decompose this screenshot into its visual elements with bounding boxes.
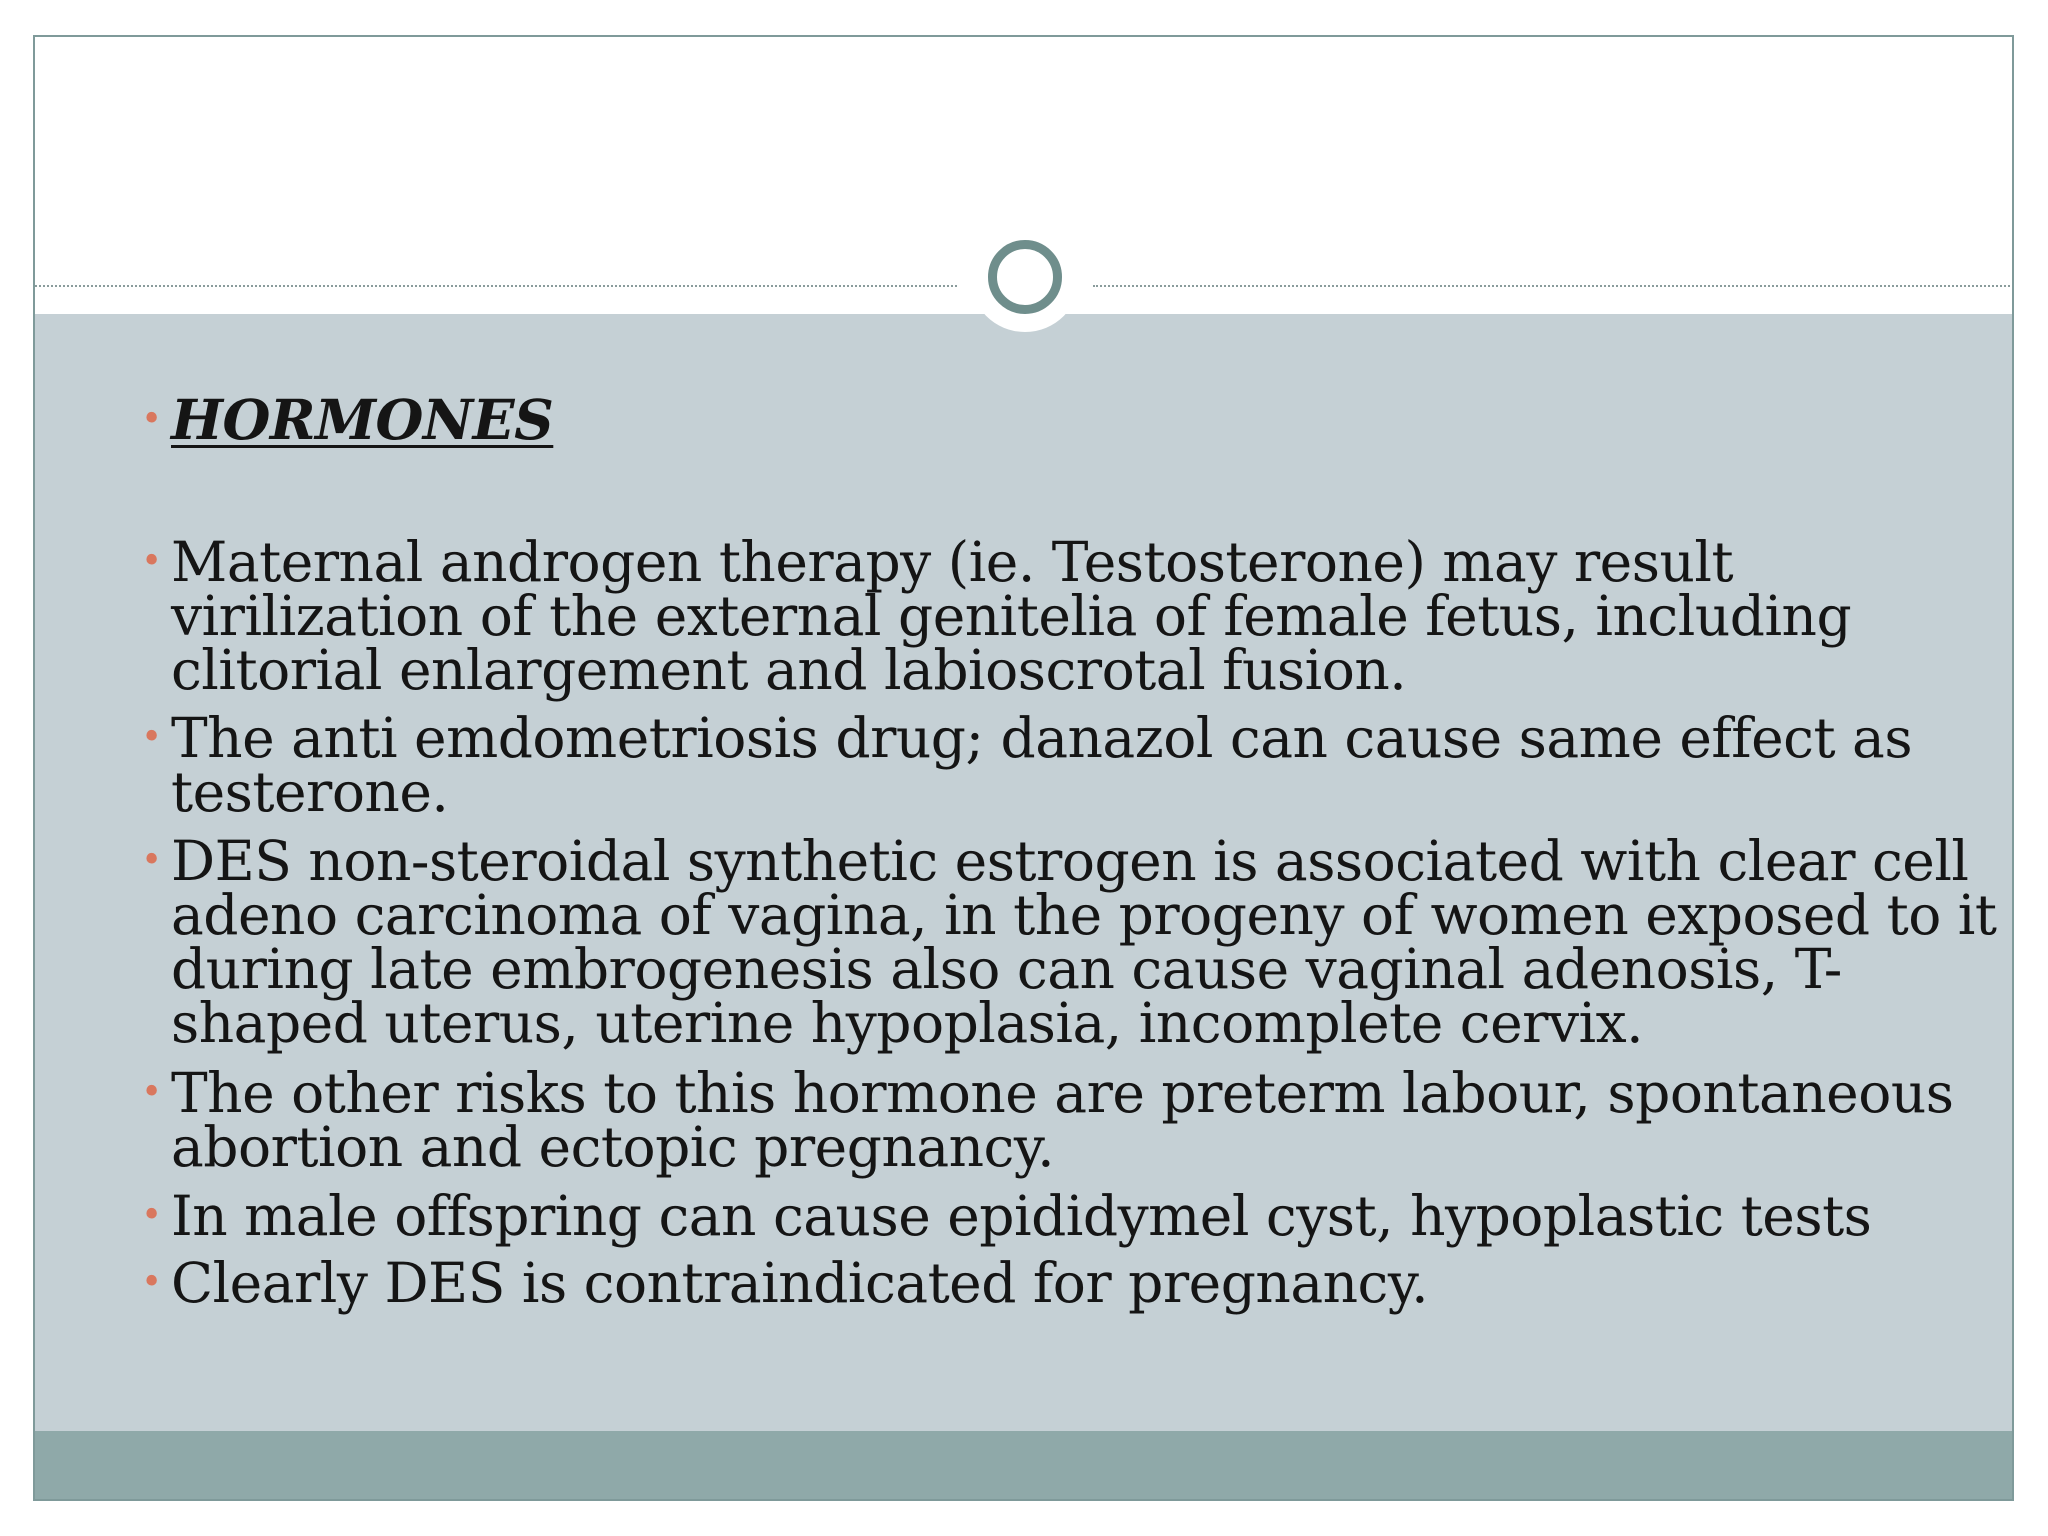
- bullet-dot-icon: •: [141, 541, 162, 582]
- bullet-text: DES non-steroidal synthetic estrogen is associated with clear cell adeno carcinoma of vagina, in the progeny of women exposed to it during late embrogenesis also can cause vaginal adenosis, T-shaped uterus, uterine hypoplasia, incomplete cervix.: [171, 829, 1997, 1055]
- bullet-dot-icon: •: [141, 717, 162, 758]
- bullet-text: The other risks to this hormone are preterm labour, spontaneous abortion and ectopic pregnancy.: [171, 1061, 1954, 1179]
- bullet-text: Clearly DES is contraindicated for pregnancy.: [171, 1251, 1429, 1315]
- bullet-dot-icon: •: [141, 1072, 162, 1113]
- bullet-dot-icon: •: [141, 1262, 162, 1303]
- bullet-item: [141, 829, 2001, 1055]
- bullet-item: [141, 706, 2001, 824]
- section-heading: HORMONES: [171, 387, 554, 452]
- bullet-dot-icon: •: [141, 399, 162, 440]
- bullet-text: The anti emdometriosis drug; danazol can cause same effect as testerone.: [171, 706, 1913, 824]
- bullet-heading: [141, 387, 2001, 452]
- bullet-item: [141, 1184, 2001, 1248]
- bullet-list: [35, 37, 2012, 1499]
- bullet-item: [141, 1251, 2001, 1315]
- slide: [33, 35, 2014, 1501]
- bullet-dot-icon: •: [141, 1195, 162, 1236]
- bullet-text: In male offspring can cause epididymel cyst, hypoplastic tests: [171, 1184, 1872, 1248]
- bullet-dot-icon: •: [141, 840, 162, 881]
- bullet-text: Maternal androgen therapy (ie. Testosterone) may result virilization of the external genitelia of female fetus, including clitorial enlargement and labioscrotal fusion.: [171, 530, 1852, 702]
- bullet-item: [141, 530, 2001, 702]
- bullet-item: [141, 1061, 2001, 1179]
